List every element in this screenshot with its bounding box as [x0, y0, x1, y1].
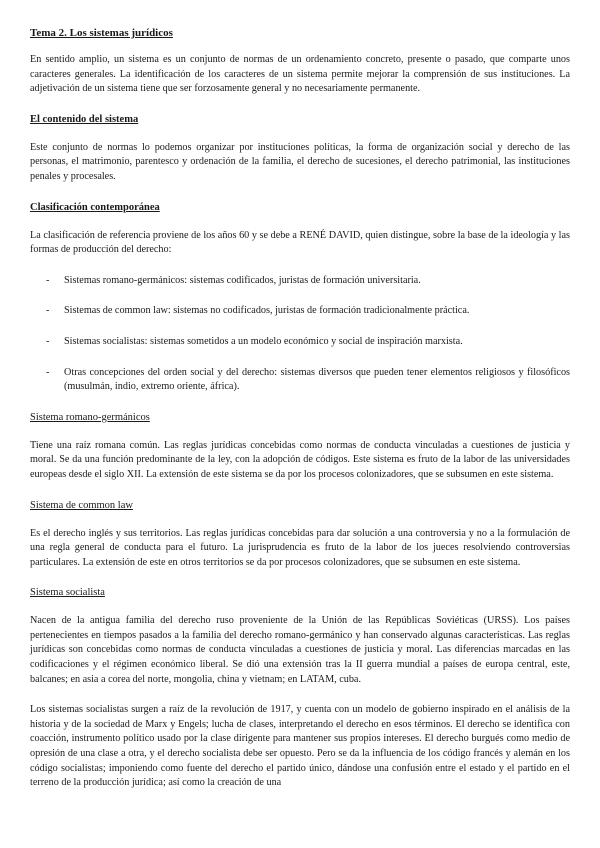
list-item-text: Otras concepciones del orden social y del derecho: sistemas diversos que pueden tener elementos religiosos y filosóficos (musulmán, indio, extremo oriente, áfrica). — [64, 366, 570, 393]
contenido-paragraph: Este conjunto de normas lo podemos organizar por instituciones políticas, la forma de organización social y derecho de las personas, el matrimonio, parentesco y ordenación de la familia, el derecho de sucesiones, el derecho patrimonial, las instituciones penales y procesales. — [30, 141, 570, 182]
socialista-paragraph-2: Los sistemas socialistas surgen a raíz de la revolución de 1917, y cuenta con un modelo de gobierno inspirado en el análisis de la historia y de la sociedad de Marx y Engels; lucha de clases, interpretando el derecho en esos términos. El derecho se identifica con coacción, instrumento político usado por la clase dirigente para mantener sus propios intereses. El derecho burgués como medio de opresión de una clase a otra, y el derecho socialista debe ser opuesto. Pero se da la influencia de los código francés y alemán en los código socialistas; imponiendo como fuente del derecho el partido único, dándose una confusión entre el estado y el partido en el terreno de la producción jurídica; así como la creación de una — [30, 704, 570, 789]
common-law-paragraph: Es el derecho inglés y sus territorios. Las reglas jurídicas concebidas para dar solución a una controversia y no a la formulación de una regla general de conducta para el futuro. La jurisprudencia es fruto de la labor de los jueces resolviendo controversias particulares. La extensión de este en otros territorios se da por procesos colonizadores, que se subsumen en este sistema. — [30, 527, 570, 568]
list-item — [30, 274, 570, 289]
socialista-paragraph-1: Nacen de la antigua familia del derecho ruso proveniente de la Unión de las Repúblicas Soviéticas (URSS). Los países pertenecientes en tiempos pasados a la familia del derecho romano-germánico y han conservado algunas características. Las reglas jurídicas son concebidas como normas de conducta vinculadas a cuestiones de justicia y moral. Las diferencias marcadas en las codificaciones y el régimen económico liberal. Se dió una extensión tras la II guerra mundial a países de europa central, este, balcanes; en asia a corea del norte, mongolia, china y vietnam; en LATAM, cuba. — [30, 615, 570, 685]
clasificacion-list — [30, 274, 570, 395]
list-bullet-dash: - — [46, 274, 50, 286]
list-item-text: Sistemas socialistas: sistemas sometidos a un modelo económico y social de inspiración marxista. — [64, 335, 463, 347]
document-title: Tema 2. Los sistemas jurídicos — [30, 27, 173, 39]
list-item-text: Sistemas de common law: sistemas no codificados, juristas de formación tradicionalmente práctica. — [64, 305, 470, 317]
list-item — [30, 366, 570, 395]
list-bullet-dash: - — [46, 335, 50, 347]
clasificacion-paragraph: La clasificación de referencia proviene de los años 60 y se debe a RENÉ DAVID, quien distingue, sobre la base de la ideología y las formas de producción del derecho: — [30, 229, 570, 256]
list-item-text: Sistemas romano-germánicos: sistemas codificados, juristas de formación universitaria. — [64, 274, 421, 286]
intro-paragraph: En sentido amplio, un sistema es un conjunto de normas de un ordenamiento concreto, presente o pasado, que comparte unos caracteres generales. La identificación de los caracteres de un sistema permite mejorar la comprensión de sus instituciones. La adjetivación de un sistema tiene que ser forzosamente general y no necesariamente permanente. — [30, 54, 570, 95]
list-item — [30, 335, 570, 350]
clasificacion-heading: Clasificación contemporánea — [30, 201, 160, 213]
list-item — [30, 304, 570, 319]
list-bullet-dash: - — [46, 366, 50, 378]
contenido-heading: El contenido del sistema — [30, 113, 139, 125]
list-bullet-dash: - — [46, 305, 50, 317]
romano-heading: Sistema romano-germánicos — [30, 411, 150, 423]
socialista-heading: Sistema socialista — [30, 587, 105, 599]
romano-paragraph: Tiene una raíz romana común. Las reglas jurídicas concebidas como normas de conducta vinculadas a cuestiones de justicia y moral. Se da una función predominante de la ley, con la adopción de códigos. Este sistema es fruto de la labor de las universidades europeas desde el siglo XII. La extensión de este sistema se da por los procesos colonizadores, que se subsumen en este sistema. — [30, 439, 570, 480]
common-law-heading: Sistema de common law — [30, 499, 133, 511]
